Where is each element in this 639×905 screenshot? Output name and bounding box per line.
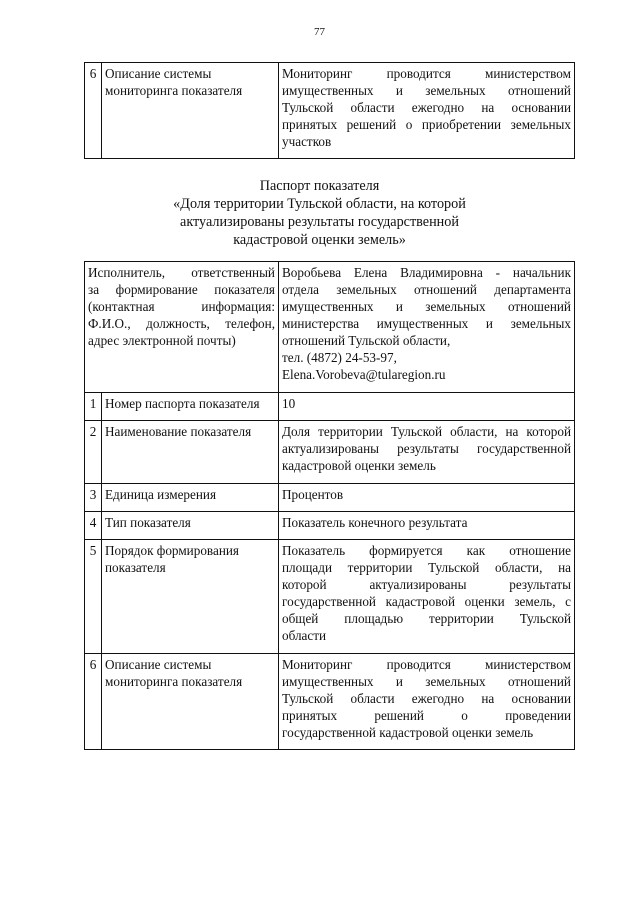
value-line: имущественных и земельных отношений — [282, 674, 571, 689]
label-line: Исполнитель, ответственный — [88, 265, 275, 280]
title-line: Паспорт показателя — [259, 178, 380, 194]
value-line: Процентов — [282, 487, 344, 502]
row-label: Единица измерения — [102, 484, 279, 512]
row-label: Номер паспорта показателя — [102, 393, 279, 421]
row-number: 2 — [85, 421, 102, 484]
value-line: 10 — [282, 396, 296, 411]
value-line: общей площадью территории Тульской — [282, 611, 571, 626]
passport-table — [84, 261, 575, 750]
value-line: имущественных и земельных отношений — [282, 83, 571, 98]
row-number: 4 — [85, 512, 102, 540]
value-line: площади территории Тульской области, на — [282, 560, 571, 575]
value-line: Воробьева Елена Владимировна - начальник — [282, 265, 571, 280]
label-line: за формирование показателя — [88, 282, 275, 297]
value-line: государственной кадастровой оценки земель, с — [282, 594, 571, 609]
value-line: Мониторинг проводится министерством — [282, 657, 571, 672]
label-line: (контактная информация: — [88, 299, 275, 314]
executor-value — [279, 262, 575, 393]
executor-label — [85, 262, 279, 393]
value-line: Мониторинг проводится министерством — [282, 66, 571, 81]
label-line: адрес электронной почты) — [88, 333, 236, 348]
value-line: тел. (4872) 24-53-97, — [282, 350, 397, 365]
row-label: Наименование показателя — [102, 421, 279, 484]
value-line: области — [282, 628, 327, 643]
value-line: Показатель конечного результата — [282, 515, 468, 530]
row-value — [279, 654, 575, 750]
row-label: Описание системы мониторинга показателя — [102, 63, 279, 159]
value-line: Тульской области ежегодно на основании — [282, 691, 571, 706]
table-row — [85, 393, 575, 421]
row-value — [279, 393, 575, 421]
row-value — [279, 421, 575, 484]
value-line: министерства имущественных и земельных — [282, 316, 571, 331]
title-line: кадастровой оценки земель» — [233, 232, 406, 248]
table-row-executor — [85, 262, 575, 393]
row-value — [279, 63, 575, 159]
row-label: Описание системы мониторинга показателя — [102, 654, 279, 750]
table-row — [85, 484, 575, 512]
value-line: которой актуализированы результаты — [282, 577, 571, 592]
row-label: Порядок формирования показателя — [102, 540, 279, 654]
value-line: отдела земельных отношений департамента — [282, 282, 571, 297]
email-line: Elena.Vorobeva@tularegion.ru — [282, 367, 446, 382]
row-number: 1 — [85, 393, 102, 421]
value-line: принятых решений о проведении — [282, 708, 571, 723]
table-row — [85, 63, 575, 159]
label-line: Ф.И.О., должность, телефон, — [88, 316, 275, 331]
value-line: кадастровой оценки земель — [282, 458, 436, 473]
value-line: Показатель формируется как отношение — [282, 543, 571, 558]
row-value — [279, 484, 575, 512]
value-line: принятых решений о приобретении земельных — [282, 117, 571, 132]
row-value — [279, 540, 575, 654]
table-row — [85, 654, 575, 750]
table-row — [85, 512, 575, 540]
value-line: отношений Тульской области, — [282, 333, 451, 348]
table-row — [85, 540, 575, 654]
value-line: имущественных и земельных отношений — [282, 299, 571, 314]
value-line: Доля территории Тульской области, на которой — [282, 424, 571, 439]
row-number: 6 — [85, 654, 102, 750]
page-number: 77 — [314, 26, 325, 38]
row-value — [279, 512, 575, 540]
value-line: актуализированы результаты государственной — [282, 441, 571, 456]
value-line: государственной кадастровой оценки земель — [282, 725, 534, 740]
row-label: Тип показателя — [102, 512, 279, 540]
top-continuation-table — [84, 62, 575, 159]
value-line: участков — [282, 134, 332, 149]
row-number: 5 — [85, 540, 102, 654]
value-line: Тульской области ежегодно на основании — [282, 100, 571, 115]
passport-title — [0, 177, 639, 249]
row-number: 6 — [85, 63, 102, 159]
title-line: актуализированы результаты государственной — [180, 214, 459, 230]
table-row — [85, 421, 575, 484]
title-line: «Доля территории Тульской области, на которой — [173, 196, 466, 212]
row-number: 3 — [85, 484, 102, 512]
